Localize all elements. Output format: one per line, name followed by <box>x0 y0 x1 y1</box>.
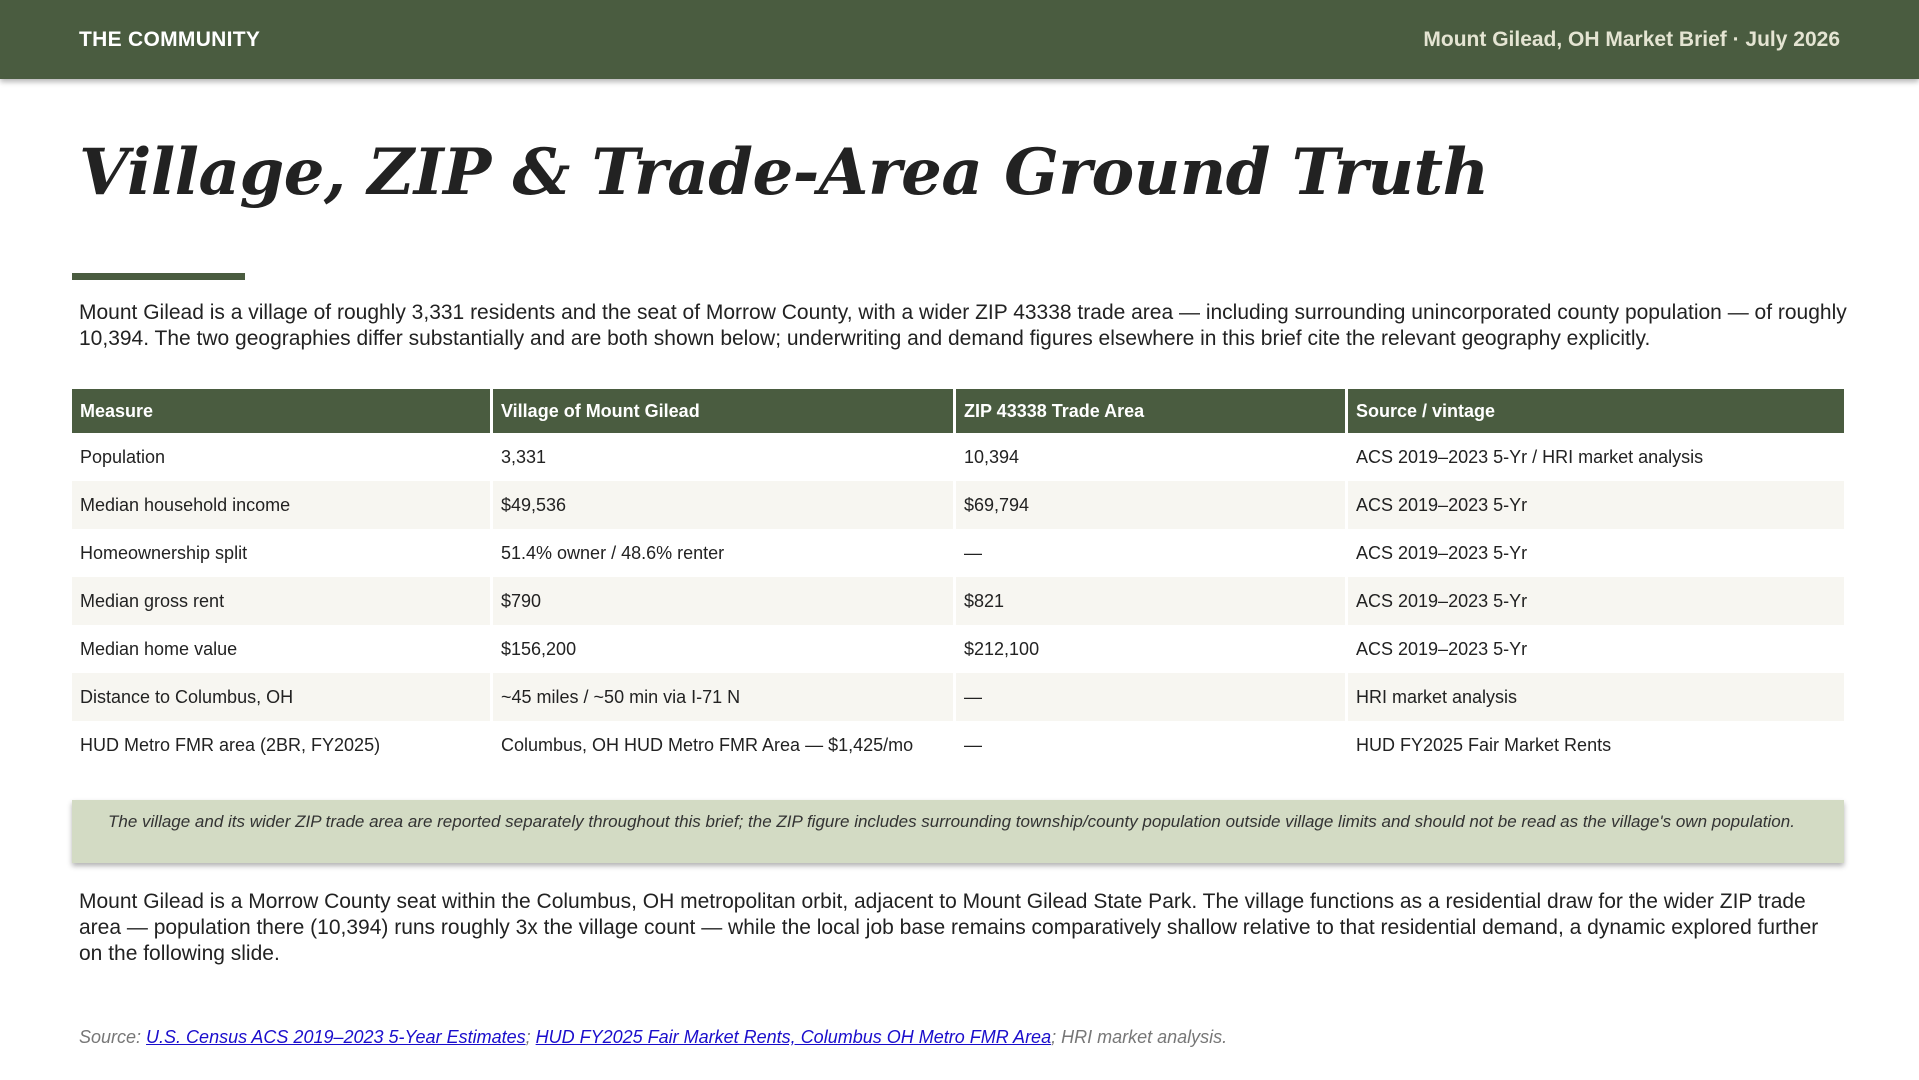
cell-village: 51.4% owner / 48.6% renter <box>492 529 955 577</box>
cell-village: 3,331 <box>492 433 955 481</box>
cell-measure: Homeownership split <box>72 529 492 577</box>
brief-label: Mount Gilead, OH Market Brief · July 2026 <box>1423 28 1840 51</box>
table-row <box>72 625 1844 673</box>
table-row <box>72 577 1844 625</box>
cell-source: HUD FY2025 Fair Market Rents <box>1347 721 1845 769</box>
cell-source: ACS 2019–2023 5-Yr <box>1347 529 1845 577</box>
table-row <box>72 721 1844 769</box>
cell-measure: Median household income <box>72 481 492 529</box>
intro-paragraph: Mount Gilead is a village of roughly 3,331 residents and the seat of Morrow County, with a wider ZIP 43338 trade area — including surrounding unincorporated county population — of roughly 10,394. The two geographies differ substantially and are both shown below; underwriting and demand figures elsewhere in this brief cite the relevant geography explicitly. <box>79 301 1847 350</box>
cell-measure: HUD Metro FMR area (2BR, FY2025) <box>72 721 492 769</box>
cell-source: ACS 2019–2023 5-Yr / HRI market analysis <box>1347 433 1845 481</box>
cell-zip: — <box>955 673 1347 721</box>
header-village: Village of Mount Gilead <box>492 389 955 433</box>
cell-village: ~45 miles / ~50 min via I-71 N <box>492 673 955 721</box>
header-zip: ZIP 43338 Trade Area <box>955 389 1347 433</box>
cell-zip: $212,100 <box>955 625 1347 673</box>
header-source: Source / vintage <box>1347 389 1845 433</box>
table-row <box>72 433 1844 481</box>
cell-zip: — <box>955 529 1347 577</box>
cell-measure: Median gross rent <box>72 577 492 625</box>
callout-note: The village and its wider ZIP trade area are reported separately throughout this brief; the ZIP figure includes surrounding township/county population outside village limits and should not be read as the village's own population. <box>72 800 1844 863</box>
title-underline <box>72 273 245 280</box>
source-link-acs[interactable]: U.S. Census ACS 2019–2023 5-Year Estimates <box>146 1027 526 1047</box>
cell-zip: $821 <box>955 577 1347 625</box>
table-header-row <box>72 389 1844 433</box>
cell-source: ACS 2019–2023 5-Yr <box>1347 577 1845 625</box>
source-separator: ; <box>525 1027 536 1047</box>
body-paragraph: Mount Gilead is a Morrow County seat within the Columbus, OH metropolitan orbit, adjacent to Mount Gilead State Park. The village functions as a residential draw for the wider ZIP trade area — population there (10,394) runs roughly 3x the village count — while the local job base remains comparatively shallow relative to that residential demand, a dynamic explored further on the following slide. <box>79 890 1819 965</box>
cell-village: $49,536 <box>492 481 955 529</box>
cell-village: $156,200 <box>492 625 955 673</box>
cell-source: ACS 2019–2023 5-Yr <box>1347 481 1845 529</box>
source-prefix: Source: <box>79 1027 147 1047</box>
geography-comparison-table <box>72 389 1844 769</box>
cell-zip: 10,394 <box>955 433 1347 481</box>
table-row <box>72 673 1844 721</box>
source-suffix: ; HRI market analysis. <box>1051 1027 1228 1047</box>
table-row <box>72 529 1844 577</box>
cell-village: $790 <box>492 577 955 625</box>
section-label: THE COMMUNITY <box>79 28 261 51</box>
cell-zip: — <box>955 721 1347 769</box>
source-citation <box>79 1027 1227 1048</box>
cell-measure: Distance to Columbus, OH <box>72 673 492 721</box>
cell-source: ACS 2019–2023 5-Yr <box>1347 625 1845 673</box>
cell-measure: Population <box>72 433 492 481</box>
cell-zip: $69,794 <box>955 481 1347 529</box>
page-title: Village, ZIP & Trade-Area Ground Truth <box>79 135 1489 210</box>
source-link-hud[interactable]: HUD FY2025 Fair Market Rents, Columbus OH Metro FMR Area <box>535 1027 1052 1047</box>
cell-source: HRI market analysis <box>1347 673 1845 721</box>
header-bar <box>0 0 1919 79</box>
cell-measure: Median home value <box>72 625 492 673</box>
cell-village: Columbus, OH HUD Metro FMR Area — $1,425/mo <box>492 721 955 769</box>
table-row <box>72 481 1844 529</box>
header-measure: Measure <box>72 389 492 433</box>
